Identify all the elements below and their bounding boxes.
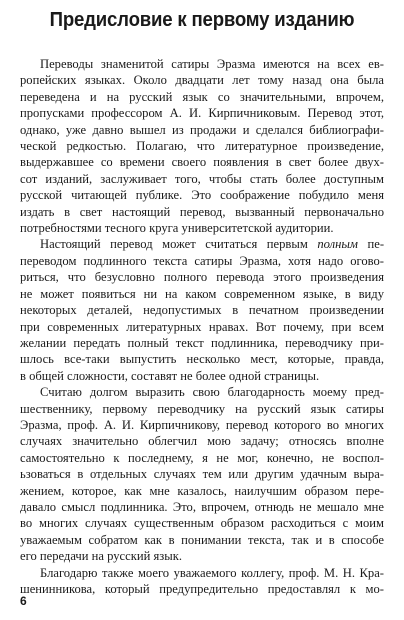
text-line: случаях значительно облегчил мою задачу; относясь вполне [20, 434, 384, 449]
paragraph-2 [20, 236, 384, 384]
emphasized-word: полным [317, 237, 358, 252]
text-line: некоторых деталей, недопустимых в печатном произведении [20, 303, 384, 318]
text-line: жением, которое, как мне казалось, наилучшим образом пере- [20, 483, 384, 498]
text-line: шенинникова, который предупредительно предоставлял к мо- [20, 582, 384, 596]
text-line: ьзоваться в отдельных случаях тем или другим удачным выра- [20, 467, 384, 482]
text-line: риться, что безусловно полного перевода этого произведения [20, 270, 384, 285]
text-line: издать в свет настоящий перевод, вызванный первоначально [20, 204, 384, 219]
paragraph-3 [20, 384, 384, 564]
text-line: шественнику, первому переводчику на русский язык сатиры [20, 401, 384, 416]
page-number: 6 [20, 594, 27, 608]
text-line: ропейских языках. Около двадцати лет тому назад она была [20, 73, 384, 88]
page-title: Предисловие к первому изданию [49, 9, 355, 31]
paragraph-4 [20, 565, 384, 598]
text-line: во многих случаях существенным образом расходиться с моим [20, 516, 384, 531]
text-line: однако, уже давно вышел из продажи и сделался библиографи- [20, 122, 384, 137]
text-line: выдержавшее со времени своего появления в свет более двух- [20, 155, 384, 170]
text-line: ческой редкостью. Полагаю, что литературное произведение, [20, 139, 384, 154]
body-text [20, 56, 384, 597]
text-segment: Настоящий перевод может считаться первым [40, 237, 318, 252]
text-line: его передачи на русский язык. [20, 549, 182, 564]
text-line: не может появиться ни на каком современном языке, в виду [20, 286, 384, 301]
text-line: Благодарю также моего уважаемого коллегу, проф. М. Н. Кра- [40, 565, 384, 580]
text-line: Эразма, проф. А. И. Кирпичникову, перевод которого во многих [20, 417, 384, 432]
text-line: переведена и на русский язык со значительными, впрочем, [20, 89, 384, 104]
text-line: переводом подлинного текста сатиры Эразма, хотя надо огово- [20, 253, 384, 268]
text-line: шлось все-таки выпустить несколько мест, которые, правда, [20, 352, 384, 367]
text-line: желании передать полный текст подлинника, переводчику при- [20, 335, 384, 350]
text-line: давало смысл подлинника. Это, впрочем, отнюдь не мешало мне [20, 499, 384, 514]
text-line: при современных литературных нравах. Вот почему, при всем [20, 319, 384, 334]
text-line: русской читающей публике. Это соображение побудило меня [20, 188, 384, 203]
text-line: пропусками профессором А. И. Кирпичниковым. Перевод этот, [20, 106, 384, 121]
text-line: уважаемым собратом как в понимании текста, так и в способе [20, 532, 384, 547]
text-line: сот изданий, заслуживает того, чтобы стать более доступным [20, 171, 384, 186]
paragraph-1 [20, 56, 384, 236]
text-line: потребностями тесного круга университетской аудитории. [20, 221, 334, 236]
text-segment: пе- [357, 237, 385, 252]
text-line-with-emphasis [20, 236, 384, 252]
text-line: самостоятельно к последнему, я не мог, конечно, не воспол- [20, 450, 384, 465]
text-line: Считаю долгом выразить свою благодарность моему пред- [40, 385, 384, 400]
text-line: Переводы знаменитой сатиры Эразма имеются на всех ев- [40, 57, 384, 71]
text-line: в общей сложности, составят не более одной страницы. [20, 368, 320, 383]
